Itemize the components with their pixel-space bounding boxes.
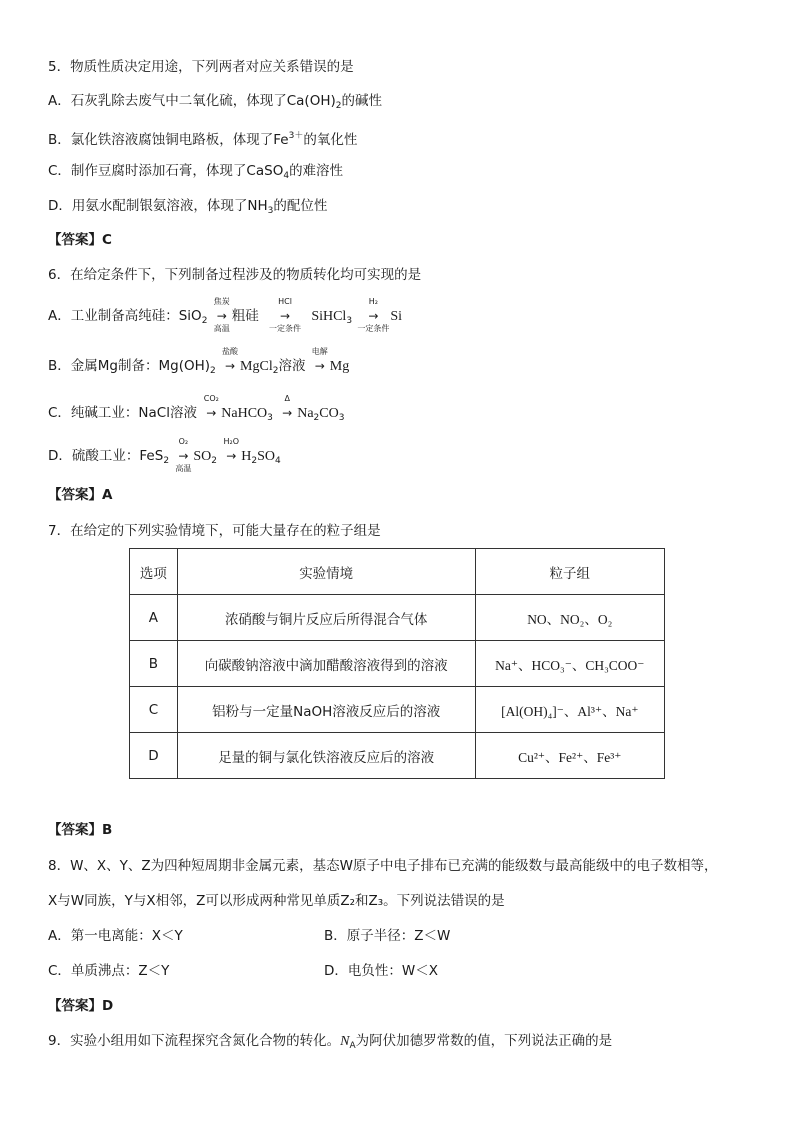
q8-option-b: B．原子半径：Z＜W: [324, 928, 451, 944]
table-header-cell: 粒子组: [475, 549, 664, 595]
q5-option-c: C．制作豆腐时添加石膏，体现了CaSO$_4$的难溶性: [48, 163, 344, 181]
table-row: [130, 733, 665, 779]
q8-option-d: D．电负性：W＜X: [324, 963, 438, 979]
q5-stem: 5．物质性质决定用途，下列两者对应关系错误的是: [48, 59, 354, 75]
q6-answer: 【答案】A: [48, 487, 113, 503]
table-header-row: [130, 549, 665, 595]
q7-stem: 7．在给定的下列实验情境下，可能大量存在的粒子组是: [48, 523, 381, 539]
reaction-arrow: Δ →: [282, 394, 293, 420]
reaction-arrow: 电解 →: [311, 347, 328, 373]
reaction-arrow: HCl → 一定条件: [269, 297, 302, 333]
reaction-arrow: H₂O →: [223, 437, 240, 463]
q7-table: [129, 548, 665, 779]
q7-answer: 【答案】B: [48, 822, 113, 838]
q6-option-d: D．硫酸工业：FeS$_2$ O₂ → 高温 $SO_2$ H₂O → $H_2SO_4$: [48, 437, 281, 473]
table-cell-particles: [Al(OH)₄]⁻、Al³⁺、Na⁺: [475, 687, 664, 733]
q6-option-a: A．工业制备高纯硅：SiO$_2$ 焦炭 → 高温 粗硅 HCl → 一定条件 SiHCl$_3$ H₂ → 一定条件 Si: [48, 297, 403, 333]
table-cell-option: C: [130, 687, 178, 733]
reaction-arrow: 盐酸 →: [222, 347, 239, 373]
table-cell-scene: 足量的铜与氯化铁溶液反应后的溶液: [177, 733, 475, 779]
table-cell-scene: 铝粉与一定量NaOH溶液反应后的溶液: [177, 687, 475, 733]
q6-stem: 6．在给定条件下，下列制备过程涉及的物质转化均可实现的是: [48, 267, 422, 283]
q6-option-c: C．纯碱工业：NaCl溶液 CO₂ → NaHCO$_3$ Δ → $Na_2CO_3$: [48, 394, 345, 423]
q8-answer: 【答案】D: [48, 998, 114, 1014]
reaction-arrow: H₂ → 一定条件: [357, 297, 390, 333]
table-cell-option: A: [130, 595, 178, 641]
q8-stem-line2: X与W同族，Y与X相邻，Z可以形成两种常见单质Z₂和Z₃。下列说法错误的是: [48, 893, 505, 909]
q8-option-a: A．第一电离能：X＜Y: [48, 928, 183, 944]
q6-option-b: B．金属Mg制备：$Mg(OH)_2$ 盐酸 → MgCl$_2$溶液 电解 → Mg: [48, 347, 350, 376]
q9-stem: 9．实验小组用如下流程探究含氮化合物的转化。$N_A$为阿伏加德罗常数的值，下列说法正确的是: [48, 1033, 613, 1051]
table-header-cell: 实验情境: [177, 549, 475, 595]
table-row: [130, 687, 665, 733]
q8-stem-line1: 8．W、X、Y、Z为四种短周期非金属元素，基态W原子中电子排布已充满的能级数与最高能级中的电子数相等，: [48, 858, 718, 874]
table-cell-particles: Cu²⁺、Fe²⁺、Fe³⁺: [475, 733, 664, 779]
table-cell-option: D: [130, 733, 178, 779]
reaction-arrow: CO₂ →: [203, 394, 219, 420]
table-cell-scene: 浓硝酸与铜片反应后所得混合气体: [177, 595, 475, 641]
q5-option-d: D．用氨水配制银氨溶液，体现了$NH_3$的配位性: [48, 198, 328, 216]
table-cell-scene: 向碳酸钠溶液中滴加醋酸溶液得到的溶液: [177, 641, 475, 687]
table-cell-particles: NO、NO₂、O₂: [475, 595, 664, 641]
table-row: [130, 595, 665, 641]
q5-option-a: A．石灰乳除去废气中二氧化硫，体现了$Ca(OH)_2$的碱性: [48, 93, 382, 111]
q8-option-c: C．单质沸点：Z＜Y: [48, 963, 170, 979]
table-cell-particles: Na⁺、HCO₃⁻、CH₃COO⁻: [475, 641, 664, 687]
table-cell-option: B: [130, 641, 178, 687]
table-header-cell: 选项: [130, 549, 178, 595]
table-row: [130, 641, 665, 687]
q5-option-b: B．氯化铁溶液腐蚀铜电路板，体现了$Fe^{3+}$的氧化性: [48, 131, 358, 148]
reaction-arrow: O₂ → 高温: [175, 437, 192, 473]
q5-answer: 【答案】C: [48, 232, 112, 248]
reaction-arrow: 焦炭 → 高温: [213, 297, 230, 333]
